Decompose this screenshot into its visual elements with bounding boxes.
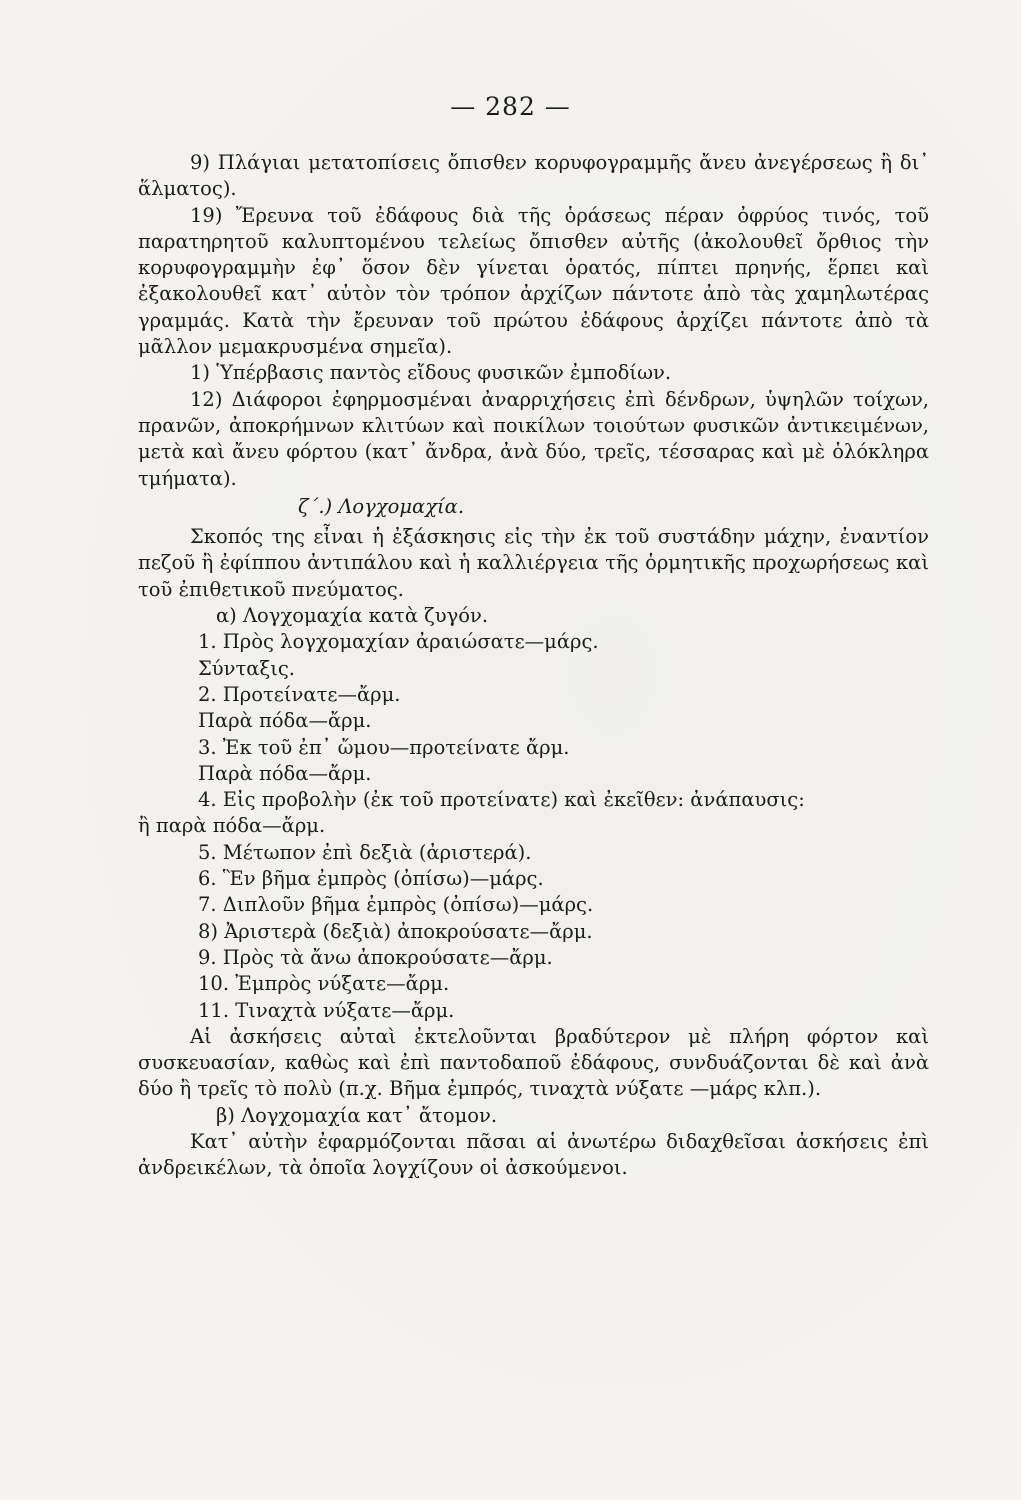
drill-line: 4. Εἰς προβολὴν (ἐκ τοῦ προτείνατε) καὶ ἐκεῖθεν: ἀνάπαυσις:: [198, 788, 805, 812]
purpose-paragraph: Σκοπός της εἶναι ἡ ἐξάσκησις εἰς τὴν ἐκ τοῦ συστάδην μάχην, ἐναντίον πεζοῦ ἢ ἐφίππου ἀντιπάλου καὶ ἡ καλλιέργεια τῆς ὁρμητικῆς προχωρήσεως καὶ τοῦ ἐπιθετικοῦ πνεύματος.: [138, 525, 929, 601]
drill-line: 2. Προτείνατε—ἄρμ.: [198, 682, 401, 706]
drill-line: Σύνταξις.: [198, 656, 295, 680]
drill-line: Παρὰ πόδα—ἄρμ.: [198, 709, 372, 733]
page-number: — 282 —: [450, 92, 571, 121]
final-paragraph: Κατ᾽ αὐτὴν ἐφαρμόζονται πᾶσαι αἱ ἀνωτέρω διδαχθεῖσαι ἀσκήσεις ἐπὶ ἀνδρεικέλων, τὰ ὁποῖα λογχίζουν οἱ ἀσκούμενοι.: [138, 1129, 929, 1180]
subsection-heading-a: α) Λογχομαχία κατὰ ζυγόν.: [216, 604, 489, 628]
page-body: [138, 150, 929, 1182]
drill-line: Παρὰ πόδα—ἄρμ.: [198, 761, 372, 785]
paragraph-item-9: 9) Πλάγιαι μετατοπίσεις ὄπισθεν κορυφογραμμῆς ἄνευ ἀνεγέρσεως ἢ δι᾽ ἅλματος).: [138, 151, 929, 201]
drill-line: 7. Διπλοῦν βῆμα ἐμπρὸς (ὀπίσω)—μάρς.: [198, 893, 594, 917]
paragraph-item-1: 1) Ὑπέρβασις παντὸς εἴδους φυσικῶν ἐμποδίων.: [190, 361, 672, 385]
drill-line: 5. Μέτωπον ἐπὶ δεξιὰ (ἀριστερά).: [198, 840, 532, 864]
drill-line: 6. Ἓν βῆμα ἐμπρὸς (ὀπίσω)—μάρς.: [198, 867, 544, 891]
subsection-heading-b: β) Λογχομαχία κατ᾽ ἄτομον.: [216, 1103, 498, 1127]
drill-line-continuation: ἢ παρὰ πόδα—ἄρμ.: [138, 814, 326, 838]
drill-line: 3. Ἐκ τοῦ ἐπ᾽ ὤμου—προτείνατε ἄρμ.: [198, 735, 570, 759]
drill-line: 1. Πρὸς λογχομαχίαν ἀραιώσατε—μάρς.: [198, 630, 599, 654]
drill-line: 8) Ἀριστερὰ (δεξιὰ) ἀποκρούσατε—ἄρμ.: [198, 919, 593, 943]
drill-line: 11. Τιναχτὰ νύξατε—ἄρμ.: [198, 998, 455, 1022]
paragraph-item-12: 12) Διάφοροι ἐφηρμοσμέναι ἀναρριχήσεις ἐπὶ δένδρων, ὑψηλῶν τοίχων, πρανῶν, ἀποκρήμνων κλιτύων καὶ ποικίλων τοιούτων φυσικῶν ἀντικειμένων, μετὰ καὶ ἄνευ φόρτου (κατ᾽ ἄνδρα, ἀνὰ δύο, τρεῖς, τέσσαρας καὶ μὲ ὁλόκληρα τμήματα).: [138, 387, 929, 490]
drill-line: 10. Ἐμπρὸς νύξατε—ἄρμ.: [198, 972, 450, 996]
drill-line: 9. Πρὸς τὰ ἄνω ἀποκρούσατε—ἄρμ.: [198, 945, 553, 969]
exercises-paragraph: Αἱ ἀσκήσεις αὐταὶ ἐκτελοῦνται βραδύτερον μὲ πλήρη φόρτον καὶ συσκευασίαν, καθὼς καὶ ἐπὶ παντοδαποῦ ἐδάφους, συνδυάζονται δὲ καὶ ἀνὰ δύο ἢ τρεῖς τὸ πολὺ (π.χ. Βῆμα ἐμπρός, τιναχτὰ νύξατε —μάρς κλπ.).: [138, 1024, 929, 1101]
paragraph-item-19: 19) Ἔρευνα τοῦ ἐδάφους διὰ τῆς ὁράσεως πέραν ὀφρύος τινός, τοῦ παρατηρητοῦ καλυπτομένου τελείως ὄπισθεν αὐτῆς (ἀκολουθεῖ ὄρθιος τὴν κορυφογραμμὴν ἐφ᾽ ὅσον δὲν γίνεται ὁρατός, πίπτει πρηνής, ἕρπει καὶ ἐξακολουθεῖ κατ᾽ αὐτὸν τὸν τρόπον ἀρχίζων πάντοτε ἀπὸ τὰς χαμηλωτέρας γραμμάς. Κατὰ τὴν ἔρευναν τοῦ πρώτου ἐδάφους ἀρχίζει πάντοτε ἀπὸ τὰ μᾶλλον μεμακρυσμένα σημεῖα).: [138, 203, 929, 359]
section-heading: ζ΄.) Λογχομαχία.: [298, 494, 465, 518]
